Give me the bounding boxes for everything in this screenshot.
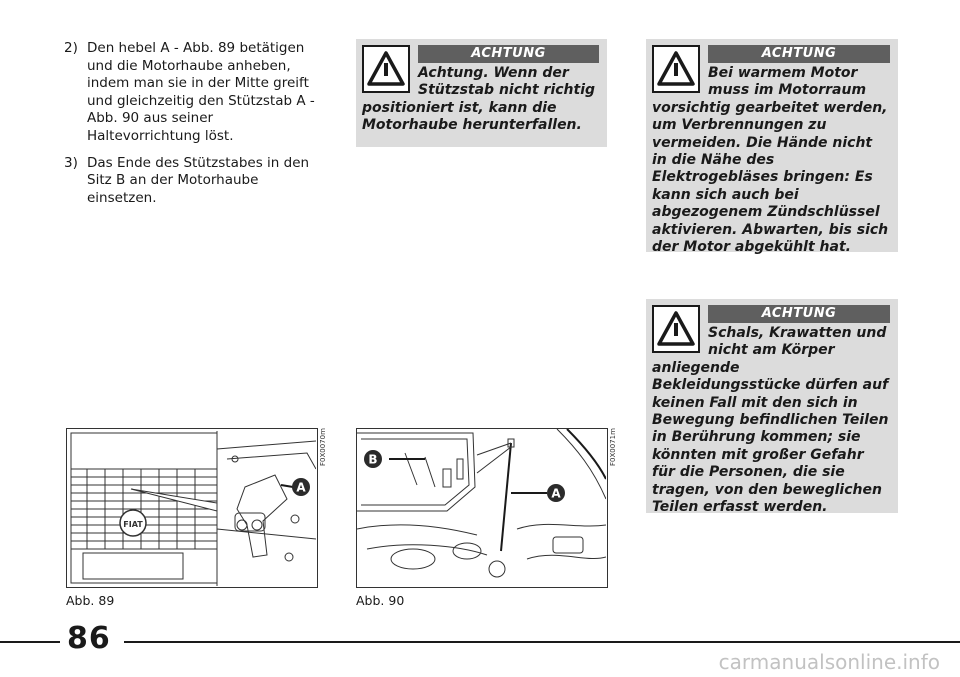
step-text: Das Ende des Stützstabes in den Sitz B an der Motorhaube einsetzen. <box>87 154 310 206</box>
warning-box <box>356 39 607 147</box>
footer-rule-right <box>124 641 960 643</box>
warning-header: ACHTUNG <box>708 45 890 63</box>
warning-box <box>646 299 898 516</box>
figure-90-label-a: A <box>551 486 561 501</box>
figure-89-code: F0X0070m <box>319 428 327 466</box>
warning-triangle-icon <box>652 305 700 353</box>
warning-box <box>646 39 898 256</box>
figure-89-emblem: FIAT <box>123 520 143 529</box>
instruction-steps <box>64 40 326 216</box>
step-item <box>64 40 326 146</box>
figure-90-label-b: B <box>368 452 378 467</box>
warning-text: Achtung. Wenn der Stützstab nicht richtig positioniert ist, kann die Motorhaube herunterfallen. <box>362 65 596 134</box>
warning-triangle-icon <box>652 45 700 93</box>
step-text: Den hebel A - Abb. 89 betätigen und die Motorhaube anheben, indem man sie in der Mitte greift und gleichzeitig den Stützstab A - Abb. 90 aus seiner Haltevorrichtung löst. <box>87 40 315 144</box>
step-number: 2) <box>64 40 78 56</box>
warning-triangle-icon <box>362 45 410 93</box>
figure-89-image <box>66 428 318 588</box>
warning-header: ACHTUNG <box>418 45 599 63</box>
watermark: carmanualsonline.info <box>718 650 940 674</box>
warning-text: Schals, Krawatten und nicht am Körper anliegende Bekleidungsstücke dürfen auf keinen Fall mit den sich in Bewegung befindlichen Teilen in Berührung kommen; sie könnten mit großer Gefahr für die Personen, die sie tragen, von den beweglichen Teilen erfasst werden. <box>652 325 889 516</box>
figure-89-label-a: A <box>296 480 306 495</box>
warning-header: ACHTUNG <box>708 305 890 323</box>
step-number: 3) <box>64 154 78 171</box>
figure-90-code: F0X0071m <box>609 428 617 466</box>
figure-89-caption: Abb. 89 <box>66 593 115 608</box>
figure-90-image <box>356 428 608 588</box>
page-number: 86 <box>67 621 111 656</box>
warning-text: Bei warmem Motor muss im Motorraum vorsichtig gearbeitet werden, um Verbrennungen zu vermeiden. Die Hände nicht in die Nähe des Elektrogebläses bringen: Es kann sich auch bei abgezogenem Zündschlüssel aktivieren. Abwarten, bis sich der Motor abgekühlt hat. <box>652 65 889 256</box>
step-item <box>64 155 326 208</box>
footer-rule-left <box>0 641 60 643</box>
figure-90-caption: Abb. 90 <box>356 593 405 608</box>
